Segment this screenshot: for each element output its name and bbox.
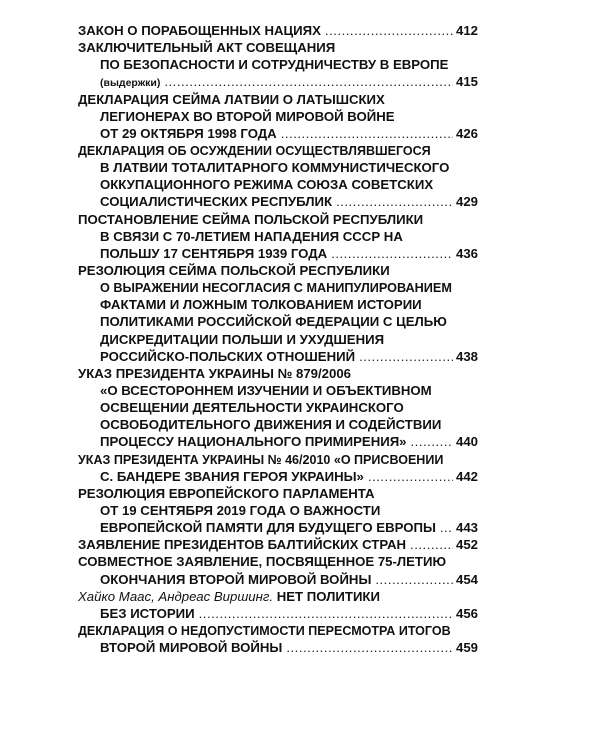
entry-title-line: ПО БЕЗОПАСНОСТИ И СОТРУДНИЧЕСТВУ В ЕВРОПЕ [100,57,449,73]
dot-leader [410,536,453,553]
entry-title-line: НЕТ ПОЛИТИКИ [276,588,380,604]
entry-note: (выдержки) [100,77,161,90]
entry-title-line: ДИСКРЕДИТАЦИИ ПОЛЬШИ И УХУДШЕНИЯ [100,331,385,347]
entry-title-line: «О ВСЕСТОРОННЕМ ИЗУЧЕНИИ И ОБЪЕКТИВНОМ [100,382,432,398]
entry-title-line: ДЕКЛАРАЦИЯ ОБ ОСУЖДЕНИИ ОСУЩЕСТВЛЯВШЕГОСЯ [78,142,431,158]
entry-title-line: ЗАКЛЮЧИТЕЛЬНЫЙ АКТ СОВЕЩАНИЯ [78,40,336,56]
dot-leader [164,73,453,90]
entry-title-line: БЕЗ ИСТОРИИ [100,605,195,621]
entry-title-line: ЛЕГИОНЕРАХ ВО ВТОРОЙ МИРОВОЙ ВОЙНЕ [100,108,395,124]
page-number: 459 [455,640,478,656]
toc-entry-helsinki-final-act [78,39,478,90]
page-number: 440 [455,434,478,450]
page-number: 436 [455,245,478,261]
entry-title-line: ФАКТАМИ И ЛОЖНЫМ ТОЛКОВАНИЕМ ИСТОРИИ [100,297,422,313]
dot-leader [336,193,453,210]
table-of-contents [78,22,478,656]
dot-leader [286,639,453,656]
page-number: 412 [455,23,478,38]
entry-title-line: ПРОЦЕССУ НАЦИОНАЛЬНОГО ПРИМИРЕНИЯ» [100,434,407,450]
entry-title-line: РЕЗОЛЮЦИЯ СЕЙМА ПОЛЬСКОЙ РЕСПУБЛИКИ [78,262,390,278]
entry-title-line: О ВЫРАЖЕНИИ НЕСОГЛАСИЯ С МАНИПУЛИРОВАНИЕМ [100,280,452,296]
dot-leader [359,348,453,365]
entry-title-line: ПОЛЬШУ 17 СЕНТЯБРЯ 1939 ГОДА [100,245,328,261]
entry-title-line: С. БАНДЕРЕ ЗВАНИЯ ГЕРОЯ УКРАИНЫ» [100,468,364,484]
page-number: 456 [455,605,478,621]
entry-title-line: В ЛАТВИИ ТОТАЛИТАРНОГО КОММУНИСТИЧЕСКОГО [100,160,450,176]
page-number: 443 [455,520,478,536]
entry-title-line: ЕВРОПЕЙСКОЙ ПАМЯТИ ДЛЯ БУДУЩЕГО ЕВРОПЫ [100,520,436,536]
dot-leader [375,571,453,588]
entry-title-line: ДЕКЛАРАЦИЯ СЕЙМА ЛАТВИИ О ЛАТЫШСКИХ [78,91,385,107]
entry-title-line: СОВМЕСТНОЕ ЗАЯВЛЕНИЕ, ПОСВЯЩЕННОЕ 75-ЛЕТИЮ [78,554,447,570]
entry-author: Хайко Маас, Андреас Виршинг. [78,588,274,604]
entry-title-line: УКАЗ ПРЕЗИДЕНТА УКРАИНЫ № 879/2006 [78,365,351,381]
entry-title-line: В СВЯЗИ С 70-ЛЕТИЕМ НАПАДЕНИЯ СССР НА [100,228,403,244]
toc-entry-enslaved-nations-law [78,22,478,39]
page-number: 426 [455,125,478,141]
entry-title-line: ПОСТАНОВЛЕНИЕ СЕЙМА ПОЛЬСКОЙ РЕСПУБЛИКИ [78,211,424,227]
dot-leader [325,22,453,39]
entry-title-line: ЗАКОН О ПОРАБОЩЕННЫХ НАЦИЯХ [78,23,321,38]
toc-entry-latvian-legionnaires-declaration [78,91,478,142]
toc-entry-baltic-presidents-statement [78,536,478,553]
page-number: 415 [455,74,478,90]
toc-entry-polish-sejm-resolution-70th [78,211,478,262]
toc-entry-joint-statement-75th [78,553,478,587]
dot-leader [440,519,453,536]
toc-entry-ukraine-decree-879 [78,365,478,451]
toc-entry-maas-wirsching-article [78,588,478,622]
toc-entry-ukraine-decree-46 [78,451,478,485]
dot-leader [331,245,453,262]
entry-title-line: ВТОРОЙ МИРОВОЙ ВОЙНЫ [100,640,283,656]
dot-leader [281,125,453,142]
page-number: 452 [455,537,478,553]
toc-entry-polish-sejm-resolution-manipulation [78,262,478,365]
page-number: 442 [455,468,478,484]
page-number: 454 [455,571,478,587]
dot-leader [368,468,453,485]
entry-title-line: УКАЗ ПРЕЗИДЕНТА УКРАИНЫ № 46/2010 «О ПРИСВОЕНИИ [78,451,444,467]
entry-title-line: ДЕКЛАРАЦИЯ О НЕДОПУСТИМОСТИ ПЕРЕСМОТРА ИТОГОВ [78,622,451,638]
entry-title-line: ОСВОБОДИТЕЛЬНОГО ДВИЖЕНИЯ И СОДЕЙСТВИИ [100,417,442,433]
dot-leader [411,433,453,450]
entry-title-line: РОССИЙСКО-ПОЛЬСКИХ ОТНОШЕНИЙ [100,348,356,364]
page-number: 438 [455,348,478,364]
entry-title-line: ПОЛИТИКАМИ РОССИЙСКОЙ ФЕДЕРАЦИИ С ЦЕЛЬЮ [100,314,447,330]
entry-title-line: ОККУПАЦИОННОГО РЕЖИМА СОЮЗА СОВЕТСКИХ [100,177,434,193]
entry-title-line: ОСВЕЩЕНИИ ДЕЯТЕЛЬНОСТИ УКРАИНСКОГО [100,400,404,416]
entry-title-line: ЗАЯВЛЕНИЕ ПРЕЗИДЕНТОВ БАЛТИЙСКИХ СТРАН [78,537,407,553]
dot-leader [199,605,453,622]
entry-title-line: СОЦИАЛИСТИЧЕСКИХ РЕСПУБЛИК [100,194,333,210]
entry-title-line: РЕЗОЛЮЦИЯ ЕВРОПЕЙСКОГО ПАРЛАМЕНТА [78,485,375,501]
toc-entry-revision-inadmissibility-declaration [78,622,478,656]
toc-entry-occupation-regime-declaration [78,142,478,211]
entry-title-line: ОТ 19 СЕНТЯБРЯ 2019 ГОДА О ВАЖНОСТИ [100,502,381,518]
toc-entry-european-parliament-resolution [78,485,478,536]
entry-title-line: ОКОНЧАНИЯ ВТОРОЙ МИРОВОЙ ВОЙНЫ [100,571,372,587]
page-number: 429 [455,194,478,210]
entry-title-line: ОТ 29 ОКТЯБРЯ 1998 ГОДА [100,125,277,141]
